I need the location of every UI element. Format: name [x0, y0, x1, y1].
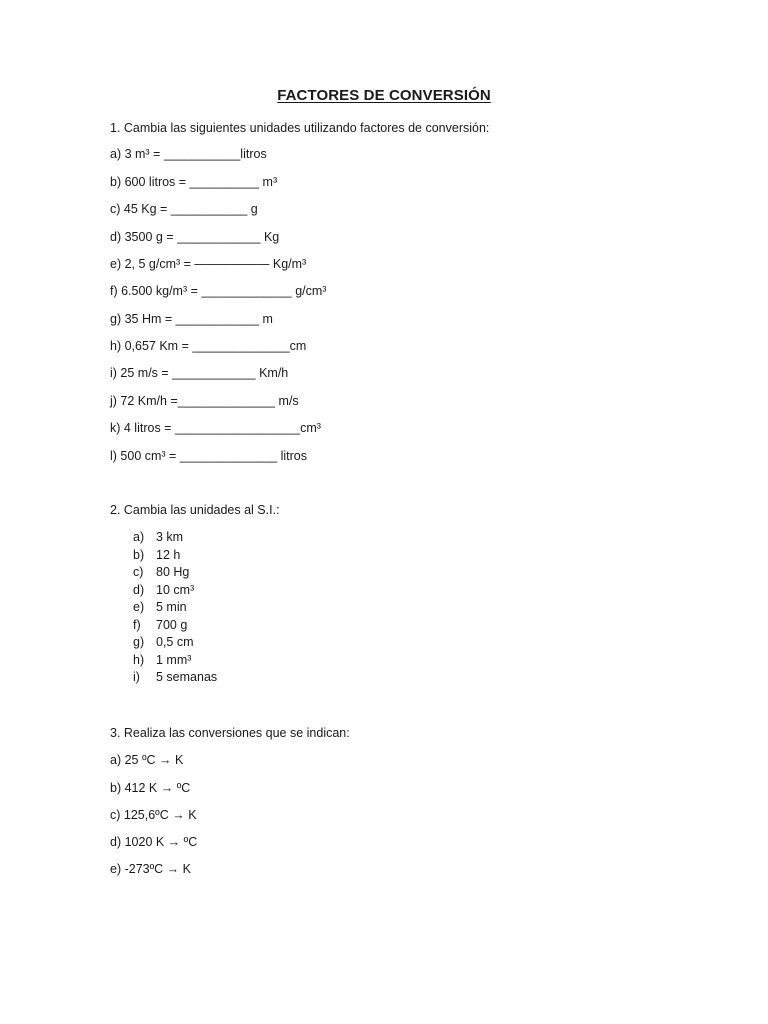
conversion-3a: a) 25 ºC → K — [110, 753, 184, 767]
list-item — [133, 529, 217, 547]
list-item-text: 1 mm³ — [156, 652, 192, 667]
exercise-1d: d) 3500 g = ____________ Kg — [110, 230, 280, 244]
exercise-1g: g) 35 Hm = ____________ m — [110, 312, 273, 326]
exercise-1j: j) 72 Km/h =______________ m/s — [110, 394, 299, 408]
list-item-letter: b) — [133, 547, 145, 562]
list-item-letter: a) — [133, 530, 145, 544]
list-item-text: 5 semanas — [156, 670, 218, 684]
exercise-1l: l) 500 cm³ = ______________ litros — [110, 449, 308, 463]
list-item-letter: d) — [133, 582, 145, 597]
list-item — [133, 582, 217, 600]
exercise-1k: k) 4 litros = __________________cm³ — [110, 421, 321, 435]
section-2-heading: 2. Cambia las unidades al S.I.: — [110, 503, 280, 517]
list-item-text: 700 g — [156, 617, 188, 632]
list-item — [133, 599, 217, 617]
section-3-heading: 3. Realiza las conversiones que se indican: — [110, 726, 350, 740]
list-item-text: 5 min — [156, 600, 187, 614]
conversion-3b: b) 412 K → ºC — [110, 781, 191, 795]
exercise-1f: f) 6.500 kg/m³ = _____________ g/cm³ — [110, 284, 327, 298]
list-item-text: 10 cm³ — [156, 582, 195, 597]
list-item — [133, 617, 217, 635]
exercise-1c: c) 45 Kg = ___________ g — [110, 202, 258, 216]
list-item-text: 80 Hg — [156, 565, 190, 579]
section-1-heading: 1. Cambia las siguientes unidades utilizando factores de conversión: — [110, 121, 490, 135]
list-item-letter: g) — [133, 635, 145, 649]
list-item — [133, 669, 217, 687]
exercise-1h: h) 0,657 Km = ______________cm — [110, 339, 307, 353]
conversion-3d: d) 1020 K → ºC — [110, 835, 198, 849]
list-item-letter: f) — [133, 617, 141, 632]
conversion-3c: c) 125,6ºC → K — [110, 808, 197, 822]
list-item-letter: i) — [133, 670, 140, 684]
si-units-list — [133, 529, 217, 687]
list-item-letter: h) — [133, 652, 145, 667]
page-title: FACTORES DE CONVERSIÓN — [277, 87, 491, 104]
list-item-letter: c) — [133, 565, 144, 579]
list-item — [133, 652, 217, 670]
exercise-1b: b) 600 litros = __________ m³ — [110, 175, 278, 189]
list-item-text: 12 h — [156, 547, 181, 562]
list-item — [133, 634, 217, 652]
exercise-1a: a) 3 m³ = ___________litros — [110, 147, 267, 161]
list-item-letter: e) — [133, 600, 145, 614]
list-item-text: 0,5 cm — [156, 635, 194, 649]
exercise-1i: i) 25 m/s = ____________ Km/h — [110, 366, 289, 380]
list-item-text: 3 km — [156, 530, 184, 544]
list-item — [133, 564, 217, 582]
list-item — [133, 547, 217, 565]
conversion-3e: e) -273ºC → K — [110, 862, 191, 876]
exercise-1e: e) 2, 5 g/cm³ = ―――――― Kg/m³ — [110, 257, 307, 271]
